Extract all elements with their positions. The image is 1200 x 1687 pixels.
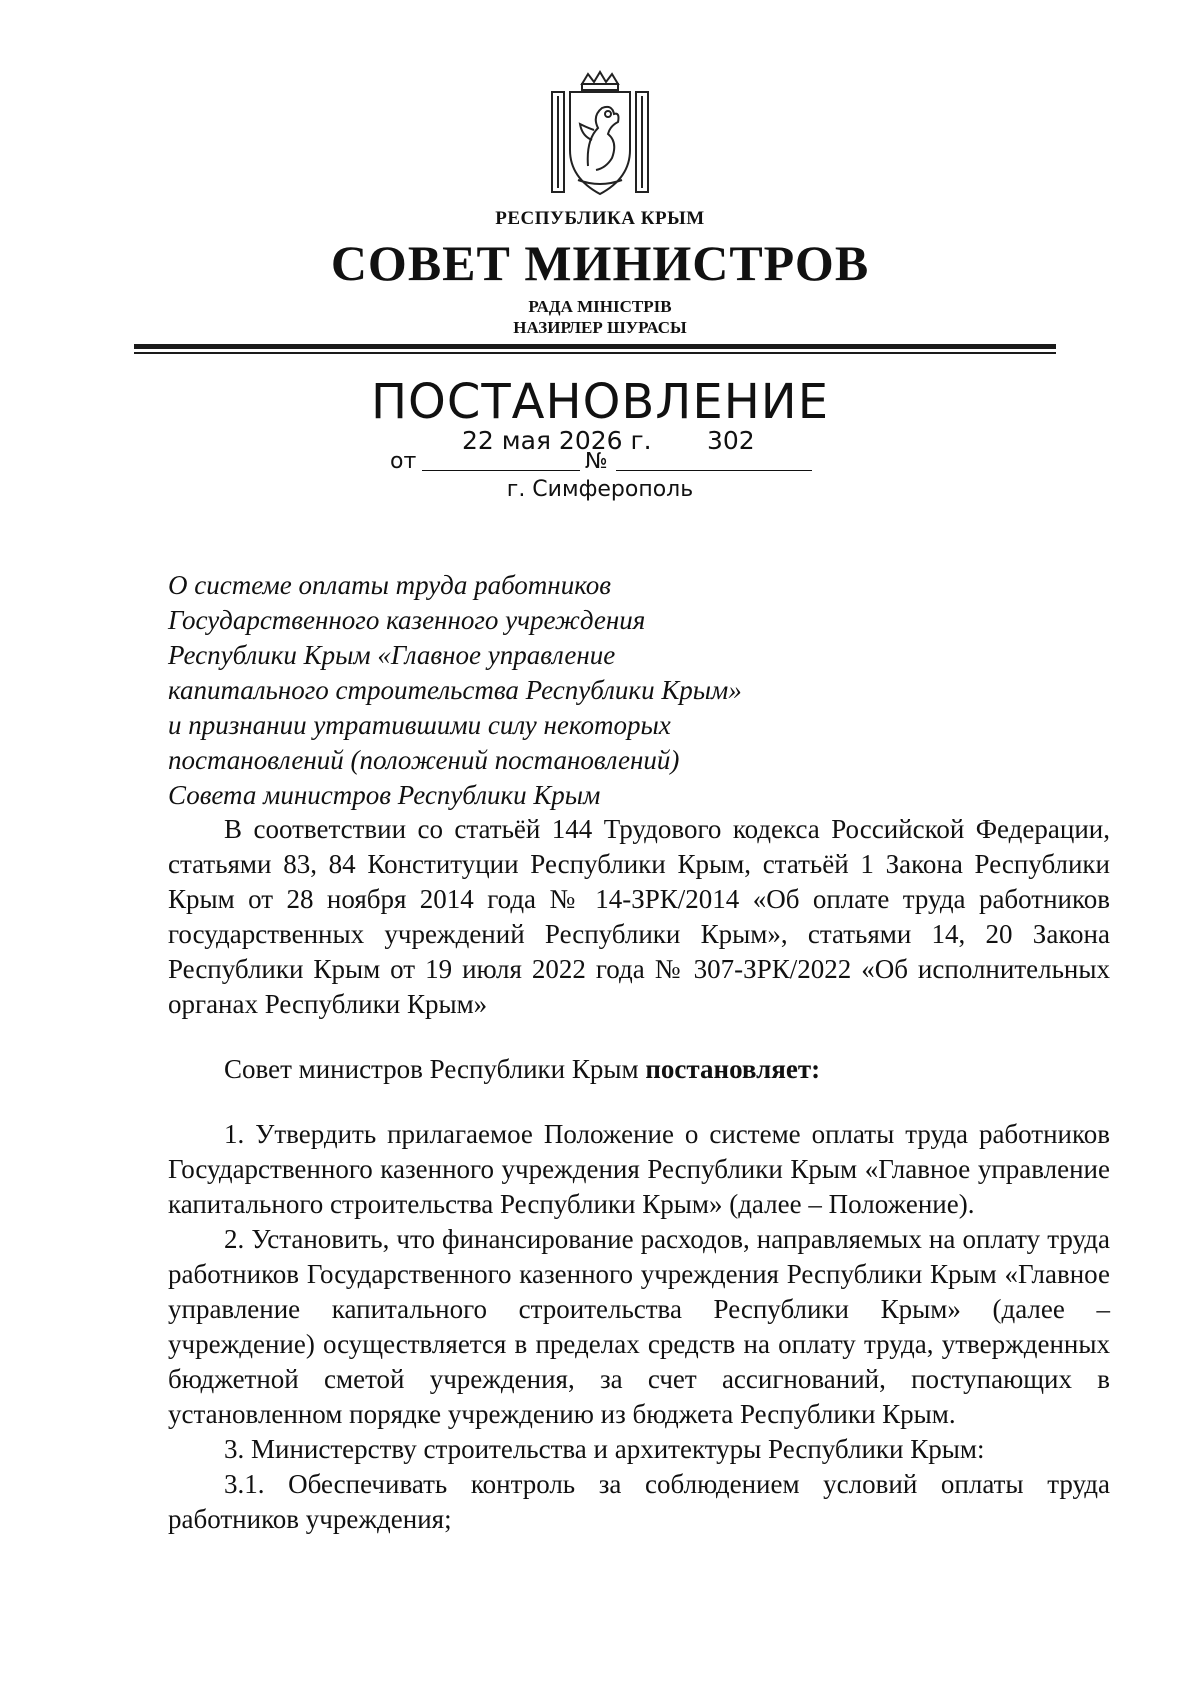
resolves-paragraph <box>168 1052 1110 1087</box>
council-name: СОВЕТ МИНИСТРОВ <box>330 235 870 291</box>
header-divider-thin <box>134 352 1056 354</box>
title-line: О системе оплаты труда работников <box>168 570 612 600</box>
decree-body <box>168 812 1110 1537</box>
decree-number: 302 <box>707 426 755 455</box>
item-3-1: 3.1. Обеспечивать контроль за соблюдением условий оплаты труда работников учреждения; <box>168 1469 1110 1534</box>
date-underline <box>422 470 580 471</box>
title-line: постановлений (положений постановлений) <box>168 745 680 775</box>
council-name-ukrainian: РАДА МІНІСТРІВ <box>528 297 672 316</box>
decree-date: 22 мая 2026 г. <box>462 426 652 455</box>
title-line: Республики Крым «Главное управление <box>168 640 616 670</box>
title-line: капитального строительства Республики Крым» <box>168 675 742 705</box>
resolves-keyword: постановляет: <box>645 1054 821 1084</box>
date-prefix: от <box>390 449 417 474</box>
preamble-paragraph: В соответствии со статьёй 144 Трудового кодекса Российской Федерации, статьями 83, 84 Конституции Республики Крым, статьёй 1 Закона Республики Крым от 28 ноября 2014 года № 14-ЗРК/2014 «Об оплате труда работников государственных учреждений Республики Крым», статьями 14, 20 Закона Республики Крым от 19 июля 2022 года № 307-ЗРК/2022 «Об исполнительных органах Республики Крым» <box>168 814 1110 1019</box>
title-line: и признании утратившими силу некоторых <box>168 710 671 740</box>
item-2: 2. Установить, что финансирование расходов, направляемых на оплату труда работников Государственного казенного учреждения Республики Крым «Главное управление капитального строительства Республики Крым» (далее – учреждение) осуществляется в пределах средств на оплату труда, утвержденных бюджетной сметой учреждения, за счет ассигнований, поступающих в установленном порядке учреждению из бюджета Республики Крым. <box>168 1224 1110 1429</box>
number-prefix: № <box>585 449 608 474</box>
header-divider-thick <box>134 344 1056 349</box>
item-3: 3. Министерству строительства и архитектуры Республики Крым: <box>224 1434 985 1464</box>
decree-title <box>168 568 742 813</box>
date-number-line <box>390 444 810 474</box>
document-type: ПОСТАНОВЛЕНИЕ <box>370 374 830 430</box>
number-underline <box>616 470 812 471</box>
republic-name: РЕСПУБЛИКА КРЫМ <box>495 208 705 229</box>
title-line: Совета министров Республики Крым <box>168 780 601 810</box>
item-1: 1. Утвердить прилагаемое Положение о системе оплаты труда работников Государственного казенного учреждения Республики Крым «Главное управление капитального строительства Республики Крым» (далее – Положение). <box>168 1119 1110 1219</box>
resolves-prefix: Совет министров Республики Крым <box>224 1054 639 1084</box>
title-line: Государственного казенного учреждения <box>168 605 646 635</box>
coat-of-arms-icon <box>548 70 652 200</box>
city: г. Симферополь <box>506 477 694 502</box>
council-name-crimean-tatar: НАЗИРЛЕР ШУРАСЫ <box>513 318 687 337</box>
